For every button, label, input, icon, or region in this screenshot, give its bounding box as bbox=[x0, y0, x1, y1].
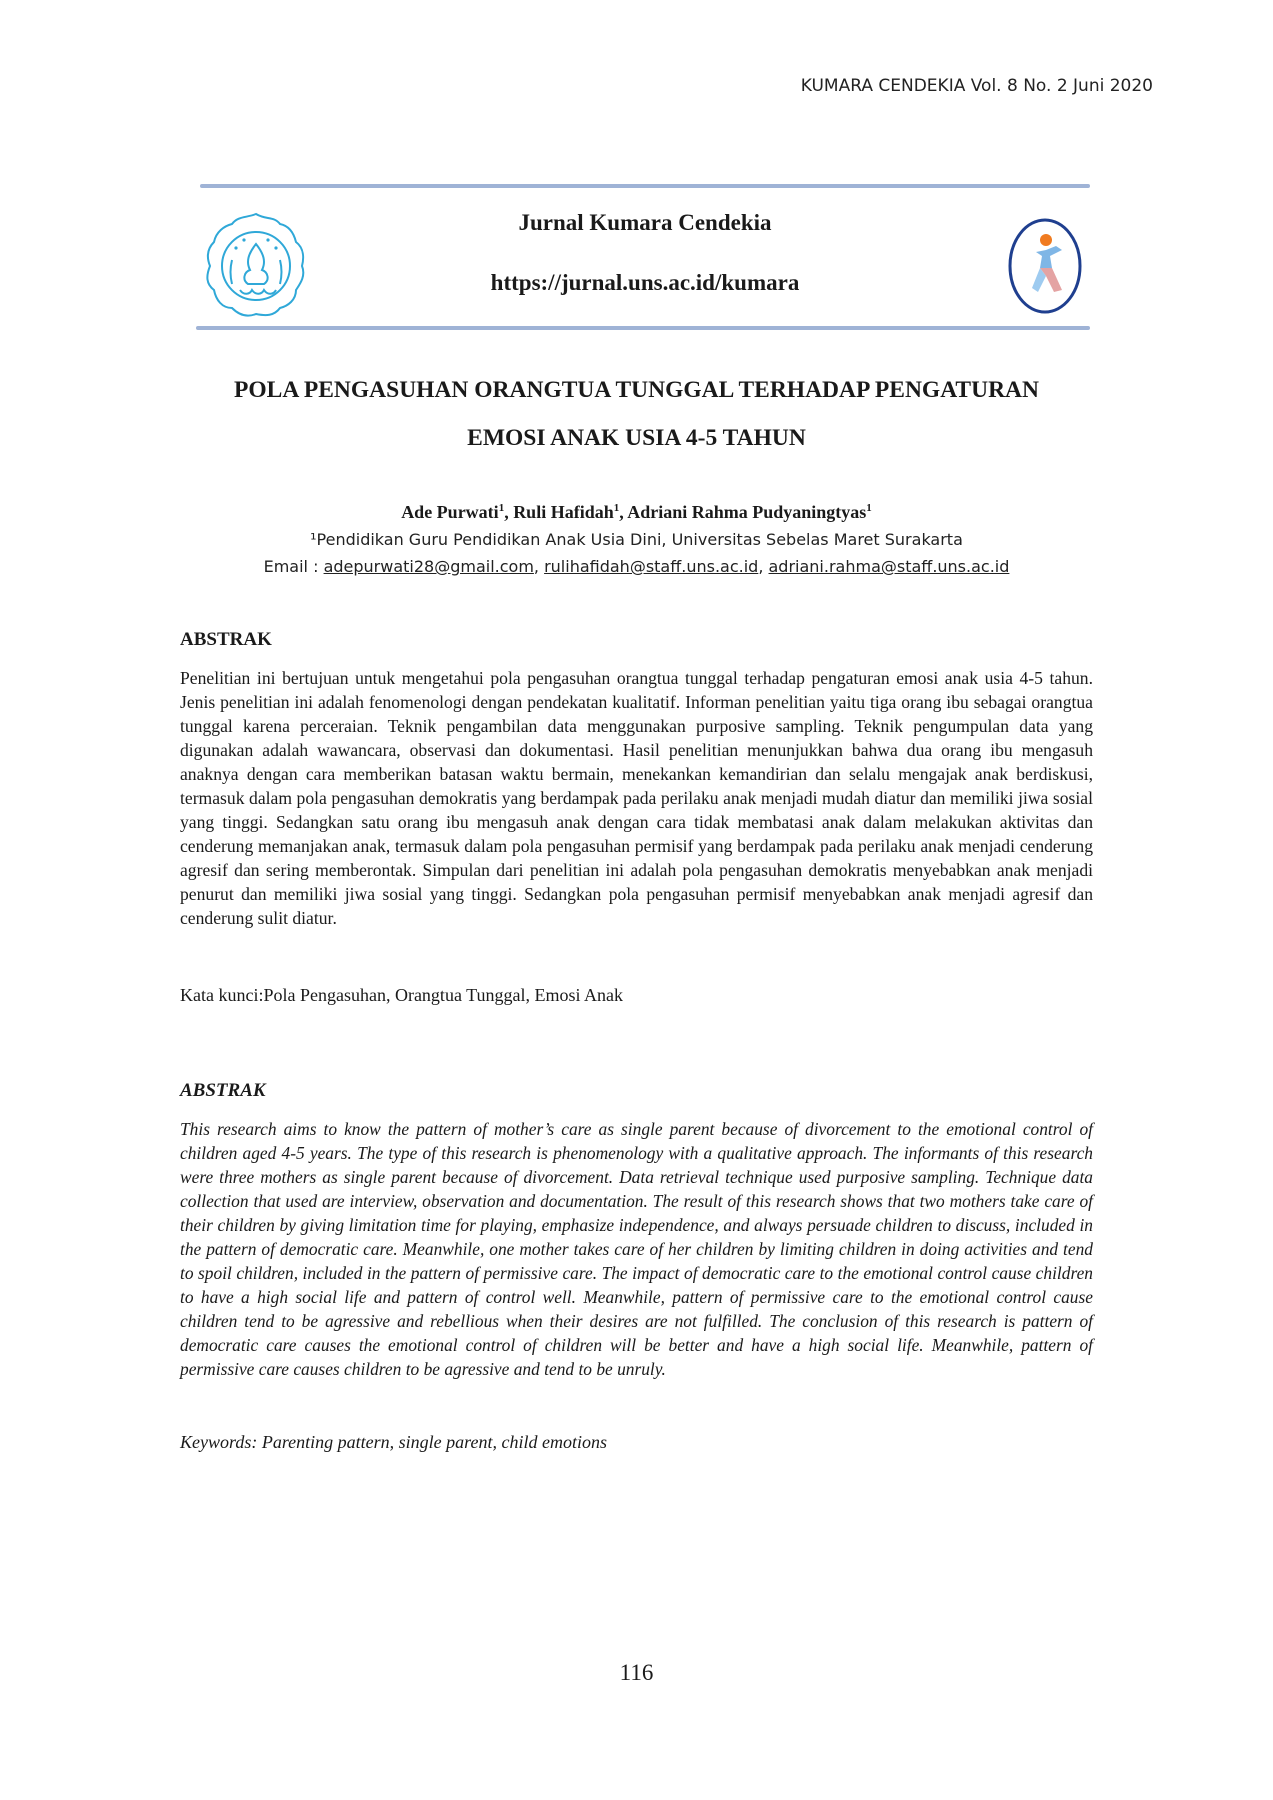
title-line-2: EMOSI ANAK USIA 4-5 TAHUN bbox=[467, 425, 806, 451]
author-affiliation-mark: 1 bbox=[613, 502, 620, 514]
child-figure-logo-icon bbox=[1006, 216, 1084, 316]
keywords-english: Keywords: Parenting pattern, single parent, child emotions bbox=[180, 1432, 607, 1452]
article-title bbox=[180, 366, 1093, 462]
abstract-heading: ABSTRAK bbox=[180, 629, 272, 650]
author-list: Ade Purwati$^1$, Ruli Hafidah$^1$, Adriani Rahma Pudyaningtyas$^1$ bbox=[401, 502, 872, 522]
masthead-bottom-rule bbox=[196, 326, 1090, 330]
email-separator: , bbox=[533, 557, 545, 576]
abstract-heading-english: ABSTRAK bbox=[180, 1080, 266, 1101]
author-affiliation-mark: 1 bbox=[866, 502, 872, 514]
journal-name: Jurnal Kumara Cendekia bbox=[518, 210, 772, 235]
author-name: Adriani Rahma Pudyaningtyas bbox=[627, 502, 867, 522]
journal-masthead bbox=[200, 180, 1090, 330]
abstract-body: Penelitian ini bertujuan untuk mengetahui pola pengasuhan orangtua tunggal terhadap pengaturan emosi anak usia 4-5 tahun. Jenis penelitian ini adalah fenomenologi dengan pendekatan kualitatif. Informan penelitian yaitu tiga orang ibu sebagai orangtua tunggal karena perceraian. Teknik pengambilan data menggunakan purposive sampling. Teknik pengumpulan data yang digunakan adalah wawancara, observasi dan dokumentasi. Hasil penelitian menunjukkan bahwa dua orang ibu mengasuh anaknya dengan cara memberikan batasan waktu bermain, menekankan kemandirian dan selalu mengajak anak berdiskusi, termasuk dalam pola pengasuhan demokratis yang berdampak pada perilaku anak menjadi mudah diatur dan memiliki jiwa sosial yang tinggi. Sedangkan satu orang ibu mengasuh anak dengan cara tidak membatasi anak dalam melakukan aktivitas dan cenderung memanjakan anak, termasuk dalam pola pengasuhan permisif yang berdampak pada perilaku anak menjadi cenderung agresif dan sering memberontak. Simpulan dari penelitian ini adalah pola pengasuhan demokratis menyebabkan anak menjadi penurut dan memiliki jiwa sosial yang tinggi. Sedangkan pola pengasuhan permisif menyebabkan anak menjadi agresif dan cenderung sulit diatur. bbox=[180, 668, 1093, 928]
running-header: KUMARA CENDEKIA Vol. 8 No. 2 Juni 2020 bbox=[800, 76, 1153, 96]
author-name: Ruli Hafidah bbox=[513, 502, 614, 522]
affiliation: ¹Pendidikan Guru Pendidikan Anak Usia Dini, Universitas Sebelas Maret Surakarta bbox=[310, 530, 963, 549]
email-link[interactable]: adepurwati28@gmail.com bbox=[323, 557, 534, 576]
author-affiliation-mark: 1 bbox=[498, 502, 505, 514]
email-separator: , bbox=[758, 557, 769, 576]
email-link[interactable]: adriani.rahma@staff.uns.ac.id bbox=[768, 557, 1010, 576]
email-link[interactable]: rulihafidah@staff.uns.ac.id bbox=[544, 557, 759, 576]
email-label: Email : bbox=[263, 557, 324, 576]
page-number: 116 bbox=[619, 1660, 654, 1685]
keywords: Kata kunci:Pola Pengasuhan, Orangtua Tunggal, Emosi Anak bbox=[180, 985, 623, 1005]
journal-url[interactable]: https://jurnal.uns.ac.id/kumara bbox=[490, 270, 800, 295]
title-line-1: POLA PENGASUHAN ORANGTUA TUNGGAL TERHADAP PENGATURAN bbox=[234, 377, 1039, 403]
abstract-body-english: This research aims to know the pattern of mother’s care as single parent because of divorcement to the emotional control of children aged 4-5 years. The type of this research is phenomenology with a qualitative approach. The informants of this research were three mothers as single parent because of divorcement. Data retrieval technique used purposive sampling. Technique data collection that used are interview, observation and documentation. The result of this research shows that two mothers take care of their children by giving limitation time for playing, emphasize independence, and always persuade children to discuss, included in the pattern of democratic care. Meanwhile, one mother takes care of her children by limiting children in doing activities and tend to spoil children, included in the pattern of permissive care. The impact of democratic care to the emotional control cause children to have a high social life and pattern of control well. Meanwhile, pattern of permissive care to the emotional control cause children tend to be agressive and rebellious when their desires are not fulfilled. The conclusion of this research is pattern of democratic care causes the emotional control of children will be better and have a high social life. Meanwhile, pattern of permissive care causes children to be agressive and tend to be unruly. bbox=[180, 1119, 1093, 1379]
masthead-top-rule bbox=[200, 184, 1090, 188]
author-name: Ade Purwati bbox=[401, 502, 499, 522]
email-line bbox=[0, 557, 1273, 576]
